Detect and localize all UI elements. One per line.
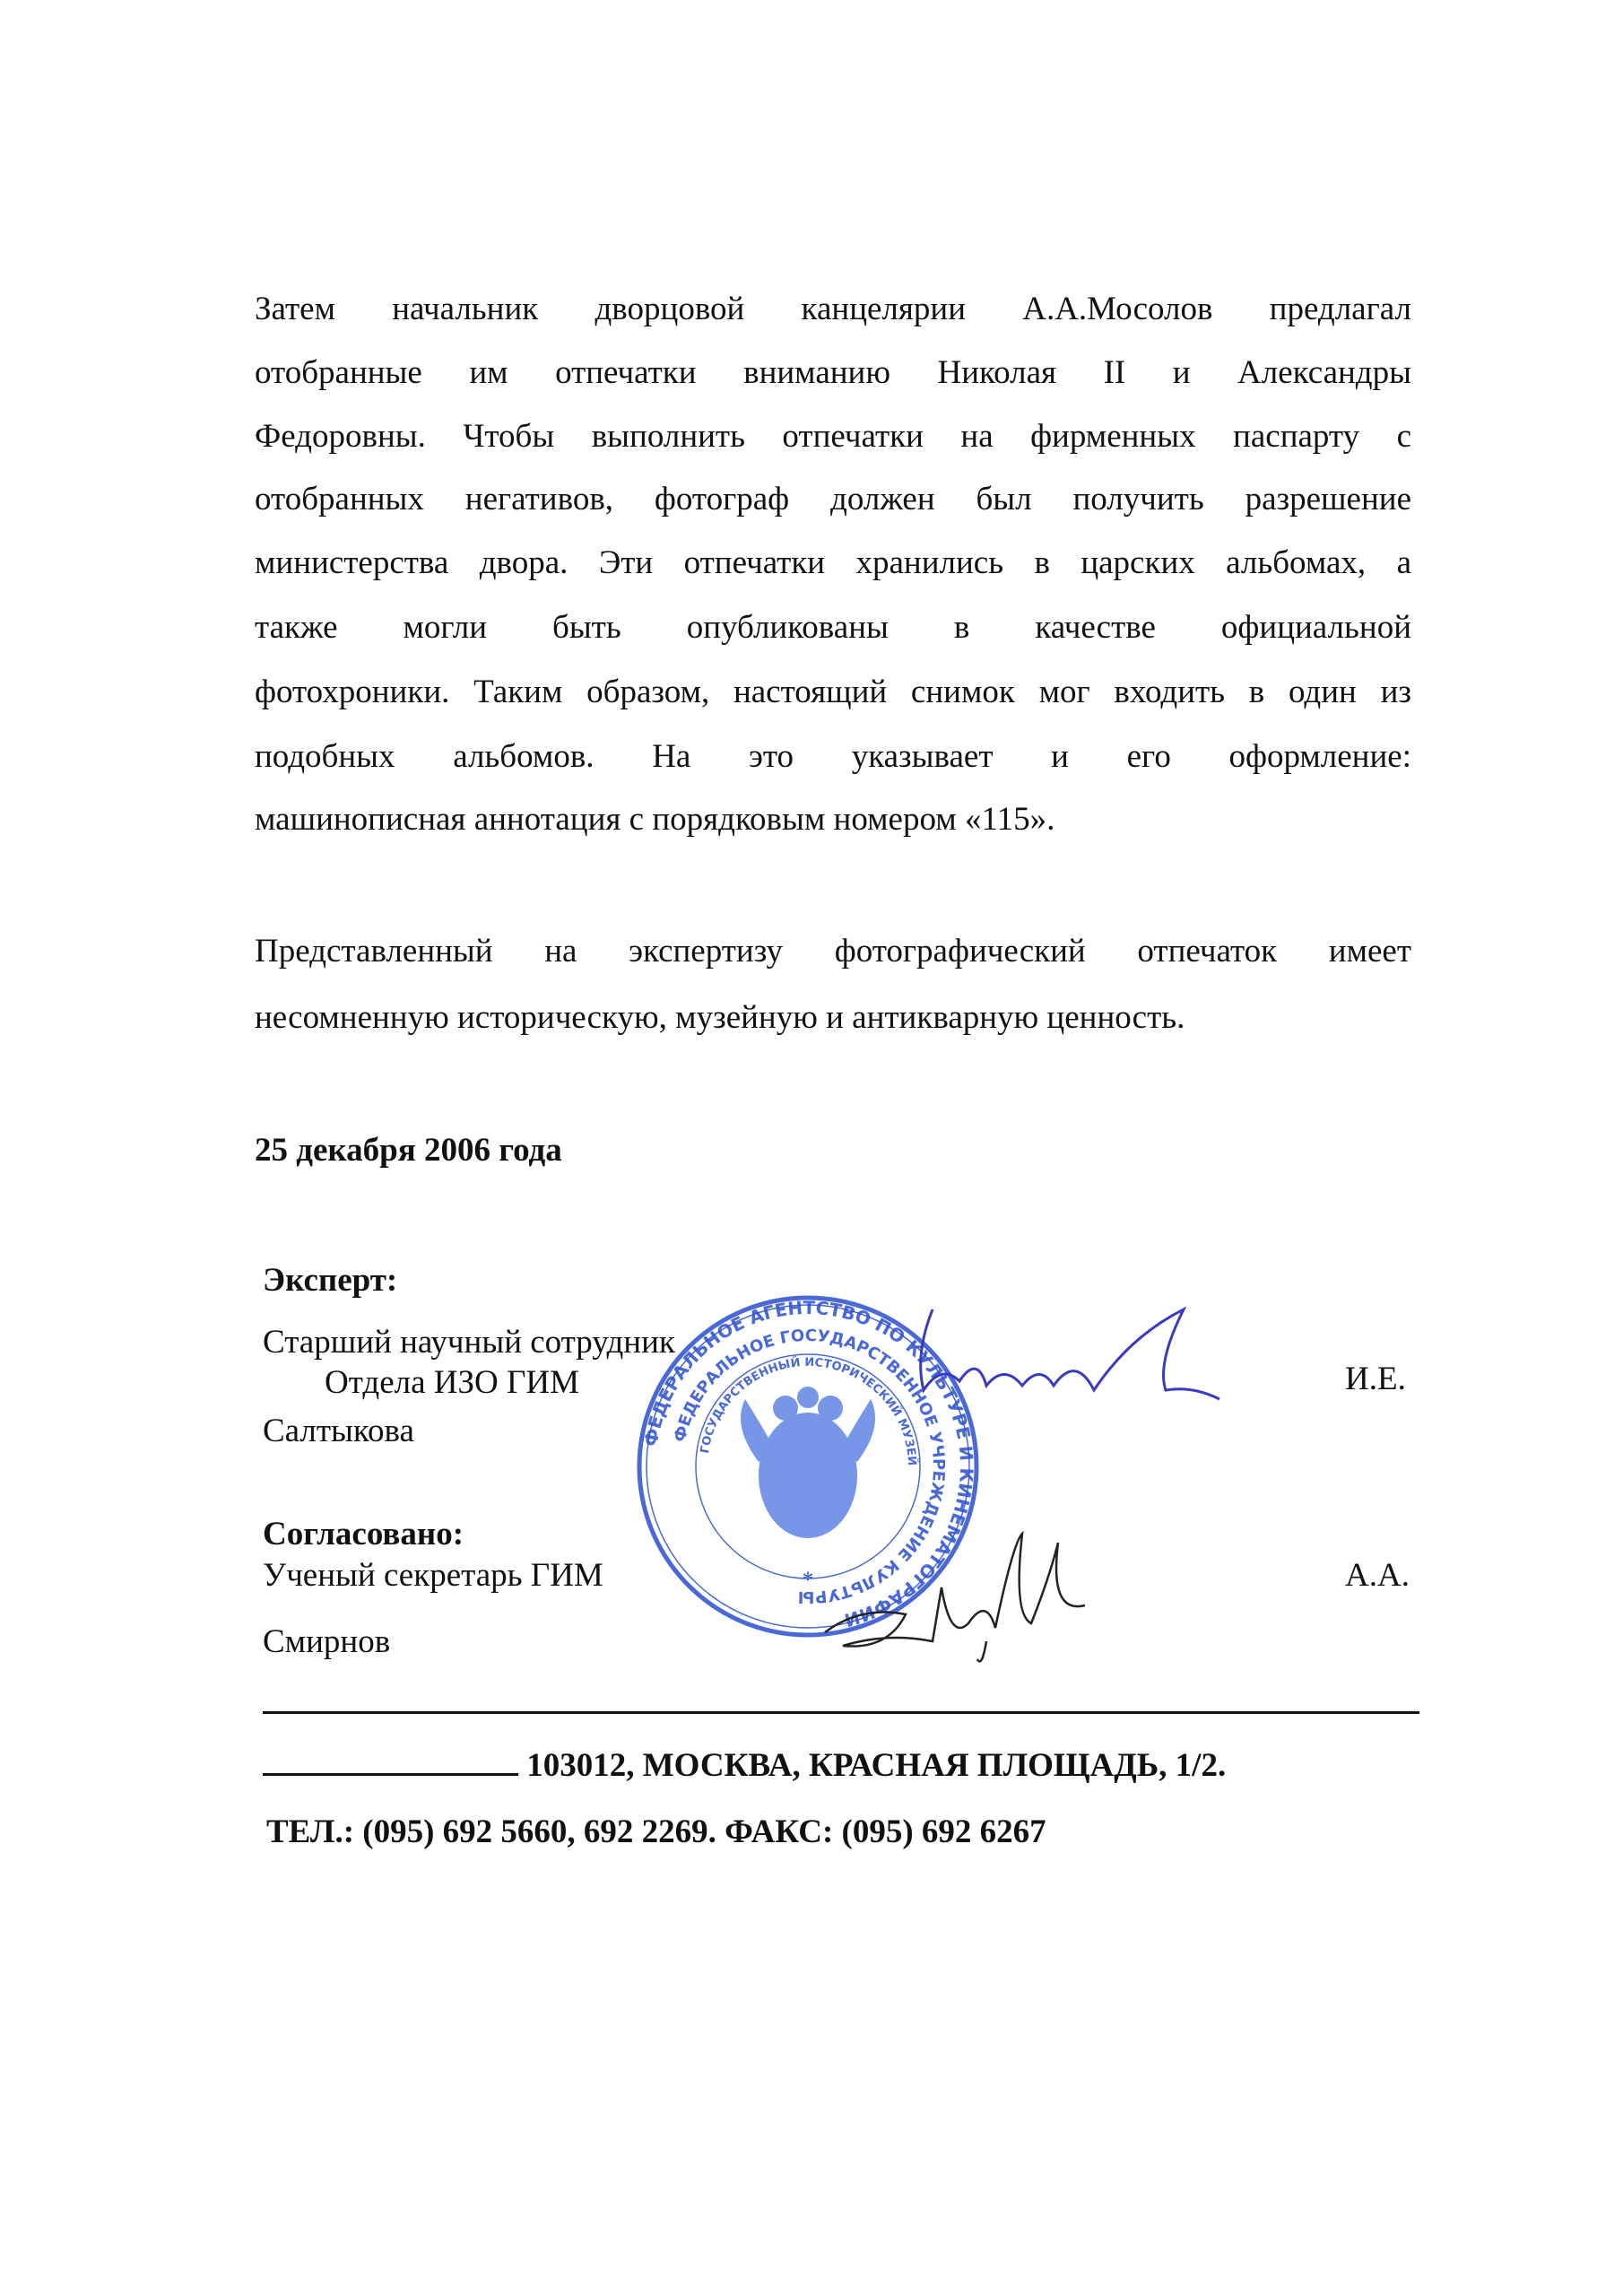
expert-signature [897,1300,1255,1426]
paragraph-line: Федоровны. Чтобы выполнить отпечатки на фирменных паспарту с [255,418,1411,455]
paragraph-line: машинописная аннотация с порядковым номером «115». [255,801,1055,838]
paragraph-line: Представленный на экспертизу фотографический отпечаток имеет [255,933,1411,970]
footer-address [263,1746,1226,1786]
paragraph-line: подобных альбомов. На это указывает и его оформление: [255,738,1411,775]
paragraph-line: отобранных негативов, фотограф должен был получить разрешение [255,481,1411,517]
eagle-emblem-icon [741,1387,875,1538]
expert-heading: Эксперт: [263,1262,398,1299]
date: 25 декабря 2006 года [255,1132,562,1169]
footer-divider [263,1711,1419,1714]
address-text: 103012, МОСКВА, КРАСНАЯ ПЛОЩАДЬ, 1/2. [526,1747,1227,1784]
svg-text:ФЕДЕРАЛЬНОЕ АГЕНТСТВО ПО КУЛЬТ: ФЕДЕРАЛЬНОЕ АГЕНТСТВО ПО КУЛЬТУРЕ И КИНЕМАТОГРАФИИ [639,1296,978,1631]
expert-surname: Салтыкова [263,1413,414,1449]
approved-initials: А.А. [1345,1557,1410,1594]
paragraph-line: Затем начальник дворцовой канцелярии А.А.Мосолов предлагал [255,291,1411,327]
paragraph-line: министерства двора. Эти отпечатки хранились в царских альбомах, а [255,544,1411,581]
approved-position: Ученый секретарь ГИМ [263,1557,603,1594]
svg-text:ГОСУДАРСТВЕННЫЙ ИСТОРИЧЕСКИЙ М: ГОСУДАРСТВЕННЫЙ ИСТОРИЧЕСКИЙ МУЗЕЙ [698,1355,919,1466]
approved-heading: Согласовано: [263,1516,464,1552]
expert-initials: И.Е. [1345,1361,1406,1397]
paragraph-line: фотохроники. Таким образом, настоящий снимок мог входить в один из [255,674,1411,710]
paragraph-line: отобранные им отпечатки вниманию Николая II и Александры [255,354,1411,391]
svg-text:*: * [802,1567,814,1593]
approved-surname: Смирнов [263,1623,391,1660]
approver-signature [807,1525,1166,1668]
footer-phones: ТЕЛ.: (095) 692 5660, 692 2269. ФАКС: (095) 692 6267 [266,1813,1046,1850]
paragraph-line: также могли быть опубликованы в качестве официальной [255,609,1411,646]
expert-department: Отдела ИЗО ГИМ [325,1364,580,1401]
paragraph-line: несомненную историческую, музейную и антикварную ценность. [255,999,1185,1036]
svg-text:ФЕДЕРАЛЬНОЕ ГОСУДАРСТВЕННОЕ УЧ: ФЕДЕРАЛЬНОЕ ГОСУДАРСТВЕННОЕ УЧРЕЖДЕНИЕ КУЛЬТУРЫ [670,1326,949,1607]
expert-position: Старший научный сотрудник [263,1324,675,1361]
